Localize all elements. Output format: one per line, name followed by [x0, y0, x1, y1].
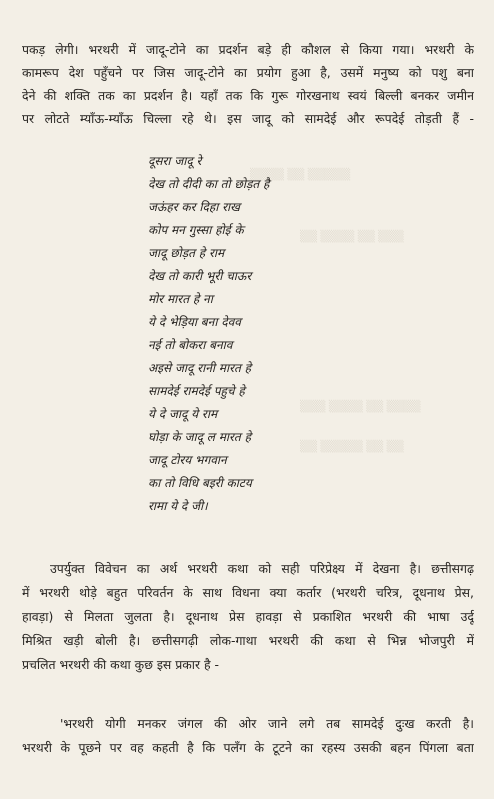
paragraph-2-line: में भरथरी थोड़े बहुत परिवर्तन के साथ विधना क्या कर्तार (भरथरी चरित्र, दूधनाथ प्रेस, [22, 585, 474, 600]
verse-line: देख तो कारी भूरी चाऊर [148, 269, 252, 283]
verse-line: रामा ये दे जी। [148, 499, 208, 513]
verse-line: कोप मन गुस्सा होई के [148, 223, 244, 237]
bleed-through-text: ▒▒▒ ▒▒▒▒ ▒▒ ▒▒▒▒ [300, 400, 421, 413]
bleed-through-text: ▒▒ ▒▒▒▒▒ ▒▒ ▒▒ [300, 440, 404, 453]
verse-line: अइसे जादू रानी मारत हे [148, 361, 252, 375]
paragraph-1-line: पर लोटते म्याँऊ-म्याँऊ चिल्ला रहे थे। इस जादू को सामदेई और रूपदेई तोड़ती हैं - [22, 111, 474, 126]
verse-line: नई तो बोकरा बनाव [148, 338, 233, 352]
paragraph-2-line: उपर्युक्त विवेचन का अर्थ भरथरी कथा को सही परिप्रेक्ष्य में देखना है। छत्तीसगढ़ [50, 561, 474, 576]
verse-line: घोड़ा के जादू ल मारत हे [148, 430, 251, 444]
verse-line: सामदेई रामदेई पहुचे हे [148, 384, 245, 398]
paragraph-2-line: मिश्रित खड़ी बोली है। छत्तीसगढ़ी लोक-गाथा भरथरी की कथा से भिन्न भोजपुरी में [22, 633, 474, 648]
paragraph-3-line: 'भरथरी योगी मनकर जंगल की ओर जाने लगे तब सामदेई दुःख करती है। [60, 716, 474, 731]
verse-line: जऊंहर कर दिहा राख [148, 200, 240, 214]
verse-line: देख तो दीदी का तो छोड़त है [148, 177, 270, 191]
verse-line: जादू टोरय भगवान [148, 453, 227, 467]
paragraph-3-line: भरथरी के पूछने पर वह कहती है कि पलँग के टूटने का रहस्य उसकी बहन पिंगला बता [22, 740, 474, 755]
verse-line: का तो विधि बइरी काटय [148, 476, 252, 490]
paragraph-1-line: कामरूप देश पहुँचने पर जिस जादू-टोने का प्रयोग हुआ है, उसमें मनुष्य को पशु बना [22, 65, 474, 80]
bleed-through-text: ▒▒ ▒▒▒▒ ▒▒ ▒▒▒ [300, 230, 404, 243]
paragraph-1-line: देने की शक्ति तक का प्रदर्शन है। यहाँ तक कि गुरू गोरखनाथ स्वयं बिल्ली बनकर जमीन [22, 88, 474, 103]
paragraph-1-line: पकड़ लेगी। भरथरी में जादू-टोने का प्रदर्शन बड़े ही कौशल से किया गया। भरथरी के [22, 42, 474, 57]
bleed-through-text: ▒▒▒▒ ▒▒ ▒▒▒▒▒ [250, 168, 351, 181]
verse-line: मोर मारत हे ना [148, 292, 213, 306]
paragraph-2-line: हावड़ा) से मिलता जुलता है। दूधनाथ प्रेस हावड़ा से प्रकाशित भरथरी की भाषा उर्दू [22, 609, 474, 624]
verse-line: जादू छोड़त हे राम [148, 246, 225, 260]
verse-line: दूसरा जादू रे [148, 154, 202, 168]
verse-line: ये दे जादू ये राम [148, 407, 218, 421]
verse-line: ये दे भेड़िया बना देवव [148, 315, 241, 329]
paragraph-2-line: प्रचलित भरथरी की कथा कुछ इस प्रकार है - [22, 657, 219, 672]
